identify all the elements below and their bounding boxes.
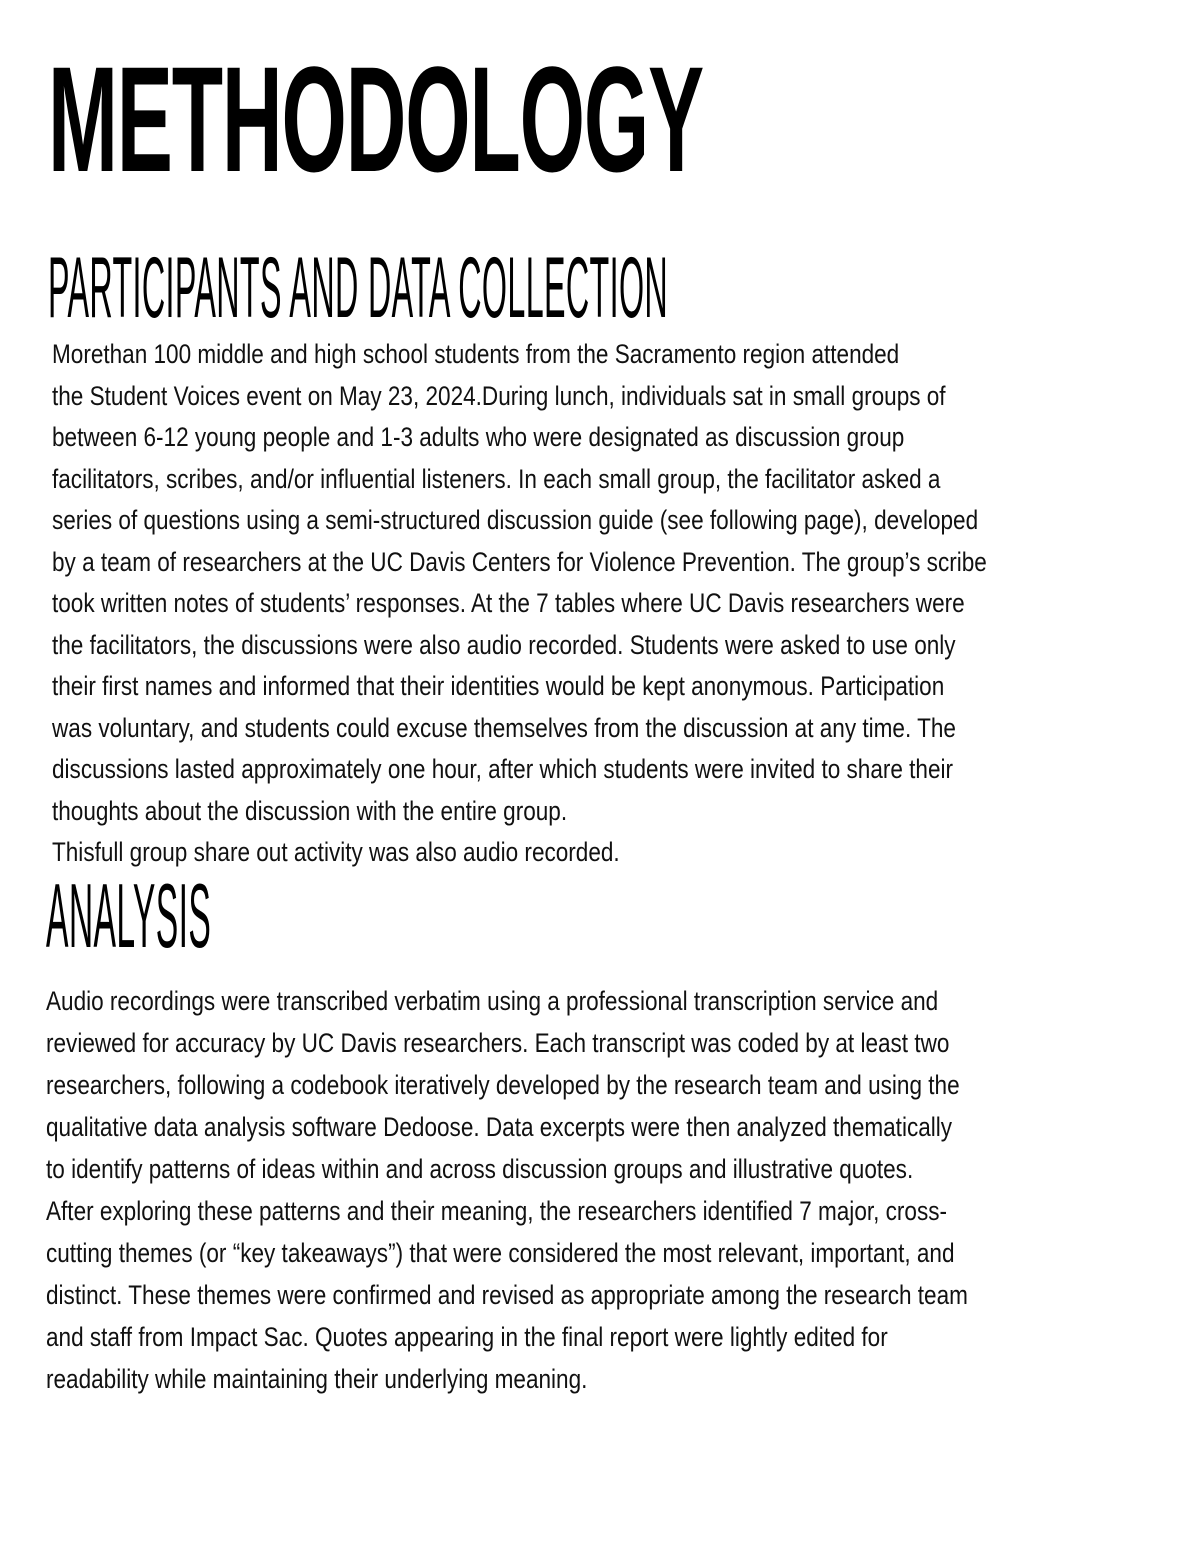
paragraph-line: the facilitators, the discussions were also audio recorded. Students were asked to use only xyxy=(52,629,956,660)
paragraph-line: After exploring these patterns and their meaning, the researchers identified 7 major, cross- xyxy=(46,1196,948,1226)
paragraph-line: facilitators, scribes, and/or influential listeners. In each small group, the facilitator asked a xyxy=(52,463,941,494)
paragraph-line: was voluntary, and students could excuse themselves from the discussion at any time. The xyxy=(52,712,956,743)
paragraph-line: discussions lasted approximately one hour, after which students were invited to share their xyxy=(52,754,954,784)
paragraph-line: and staff from Impact Sac. Quotes appearing in the final report were lightly edited for xyxy=(46,1322,888,1352)
paragraph-line: thoughts about the discussion with the entire group. xyxy=(52,795,568,826)
paragraph-line: the Student Voices event on May 23, 2024.During lunch, individuals sat in small groups of xyxy=(52,380,946,411)
paragraph-line: researchers, following a codebook iteratively developed by the research team and using the xyxy=(46,1070,960,1100)
page-title: METHODOLOGY xyxy=(48,35,704,203)
paragraph-line: cutting themes (or “key takeaways”) that were considered the most relevant, important, and xyxy=(46,1238,955,1268)
paragraph-line: Morethan 100 middle and high school students from the Sacramento region attended xyxy=(52,339,900,369)
paragraph-line: Audio recordings were transcribed verbatim using a professional transcription service and xyxy=(46,986,939,1016)
paragraph-line: their first names and informed that their identities would be kept anonymous. Participation xyxy=(52,671,945,701)
participants-paragraph xyxy=(52,334,1172,874)
paragraph-line: reviewed for accuracy by UC Davis researchers. Each transcript was coded by at least two xyxy=(46,1028,950,1058)
paragraph-line: distinct. These themes were confirmed and revised as appropriate among the research team xyxy=(46,1280,968,1310)
paragraph-line: Thisfull group share out activity was also audio recorded. xyxy=(52,837,620,867)
paragraph-line: series of questions using a semi-structured discussion guide (see following page), developed xyxy=(52,505,979,535)
paragraph-line: took written notes of students’ responses. At the 7 tables where UC Davis researchers were xyxy=(52,588,965,618)
section-heading-participants: PARTICIPANTS AND DATA COLLECTION xyxy=(48,240,669,336)
paragraph-line: qualitative data analysis software Dedoose. Data excerpts were then analyzed thematically xyxy=(46,1112,953,1142)
section-heading-analysis: ANALYSIS xyxy=(46,866,212,967)
analysis-paragraph xyxy=(46,980,1150,1400)
paragraph-line: readability while maintaining their underlying meaning. xyxy=(46,1364,588,1394)
paragraph-line: by a team of researchers at the UC Davis Centers for Violence Prevention. The group’s scribe xyxy=(52,546,987,577)
paragraph-line: to identify patterns of ideas within and across discussion groups and illustrative quotes. xyxy=(46,1154,914,1184)
paragraph-line: between 6-12 young people and 1-3 adults who were designated as discussion group xyxy=(52,422,905,452)
